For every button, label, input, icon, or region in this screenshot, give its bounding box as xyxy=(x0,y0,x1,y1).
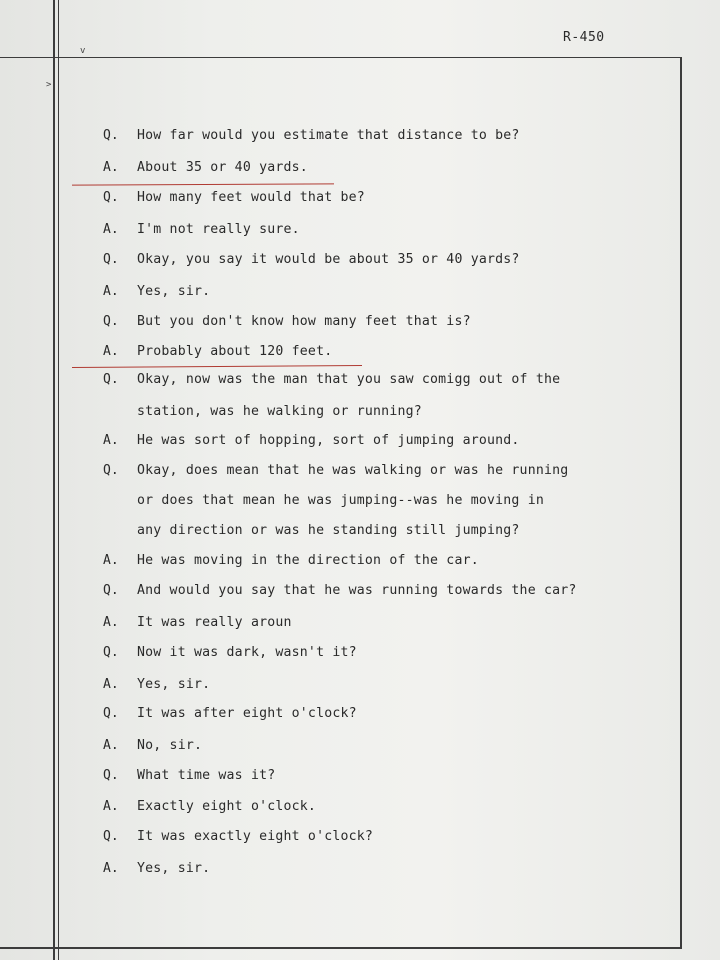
line-text: No, sir. xyxy=(137,738,203,753)
transcript-line xyxy=(0,404,680,424)
line-text: Probably about 120 feet. xyxy=(137,344,333,359)
speaker-label: A. xyxy=(103,222,119,237)
transcript-line xyxy=(0,615,680,635)
transcript-line xyxy=(0,583,680,603)
line-text: About 35 or 40 yards. xyxy=(137,160,308,175)
margin-tick-mark: v xyxy=(80,46,86,56)
transcript-line xyxy=(0,768,680,788)
speaker-label: Q. xyxy=(103,190,119,205)
frame-right-border xyxy=(680,58,682,948)
speaker-label: Q. xyxy=(103,372,119,387)
line-text: What time was it? xyxy=(137,768,276,783)
line-text: He was sort of hopping, sort of jumping around. xyxy=(137,433,520,448)
line-text: station, was he walking or running? xyxy=(137,404,422,419)
line-text: He was moving in the direction of the car. xyxy=(137,553,479,568)
transcript-line xyxy=(0,252,680,272)
transcript-line xyxy=(0,738,680,758)
margin-arrow-mark: > xyxy=(46,80,52,90)
speaker-label: Q. xyxy=(103,829,119,844)
speaker-label: A. xyxy=(103,284,119,299)
line-text: How far would you estimate that distance to be? xyxy=(137,128,520,143)
speaker-label: A. xyxy=(103,677,119,692)
line-text: But you don't know how many feet that is? xyxy=(137,314,471,329)
transcript-line xyxy=(0,706,680,726)
transcript-line xyxy=(0,372,680,392)
line-text: It was really aroun xyxy=(137,615,292,630)
transcript-line xyxy=(0,344,680,364)
speaker-label: A. xyxy=(103,615,119,630)
line-text: Yes, sir. xyxy=(137,677,211,692)
line-text: Yes, sir. xyxy=(137,284,211,299)
frame-bottom-border xyxy=(0,947,682,949)
speaker-label: Q. xyxy=(103,314,119,329)
transcript-line xyxy=(0,861,680,881)
speaker-label: Q. xyxy=(103,645,119,660)
line-text: How many feet would that be? xyxy=(137,190,365,205)
line-text: It was exactly eight o'clock? xyxy=(137,829,374,844)
speaker-label: A. xyxy=(103,553,119,568)
transcript-line xyxy=(0,493,680,513)
line-text: And would you say that he was running towards the car? xyxy=(137,583,577,598)
speaker-label: A. xyxy=(103,861,119,876)
transcript-line xyxy=(0,284,680,304)
speaker-label: Q. xyxy=(103,252,119,267)
transcript-line xyxy=(0,160,680,180)
speaker-label: A. xyxy=(103,344,119,359)
speaker-label: A. xyxy=(103,738,119,753)
transcript-line xyxy=(0,523,680,543)
page-number: R-450 xyxy=(563,30,605,45)
line-text: Yes, sir. xyxy=(137,861,211,876)
speaker-label: Q. xyxy=(103,768,119,783)
line-text: Now it was dark, wasn't it? xyxy=(137,645,357,660)
frame-top-border xyxy=(0,57,682,58)
transcript-line xyxy=(0,222,680,242)
line-text: or does that mean he was jumping--was he moving in xyxy=(137,493,544,508)
speaker-label: A. xyxy=(103,433,119,448)
transcript-line xyxy=(0,677,680,697)
transcript-line xyxy=(0,645,680,665)
speaker-label: Q. xyxy=(103,706,119,721)
transcript-line xyxy=(0,128,680,148)
speaker-label: Q. xyxy=(103,463,119,478)
line-text: I'm not really sure. xyxy=(137,222,300,237)
speaker-label: Q. xyxy=(103,128,119,143)
transcript-line xyxy=(0,463,680,483)
line-text: It was after eight o'clock? xyxy=(137,706,357,721)
line-text: Okay, does mean that he was walking or was he running xyxy=(137,463,569,478)
transcript-line xyxy=(0,314,680,334)
speaker-label: Q. xyxy=(103,583,119,598)
line-text: Okay, now was the man that you saw comigg out of the xyxy=(137,372,561,387)
red-underline xyxy=(72,183,334,185)
red-underline xyxy=(72,365,362,368)
speaker-label: A. xyxy=(103,160,119,175)
line-text: Exactly eight o'clock. xyxy=(137,799,317,814)
line-text: Okay, you say it would be about 35 or 40 yards? xyxy=(137,252,520,267)
speaker-label: A. xyxy=(103,799,119,814)
transcript-line xyxy=(0,433,680,453)
transcript-line xyxy=(0,799,680,819)
line-text: any direction or was he standing still jumping? xyxy=(137,523,520,538)
transcript-line xyxy=(0,553,680,573)
transcript-line xyxy=(0,829,680,849)
transcript-line xyxy=(0,190,680,210)
